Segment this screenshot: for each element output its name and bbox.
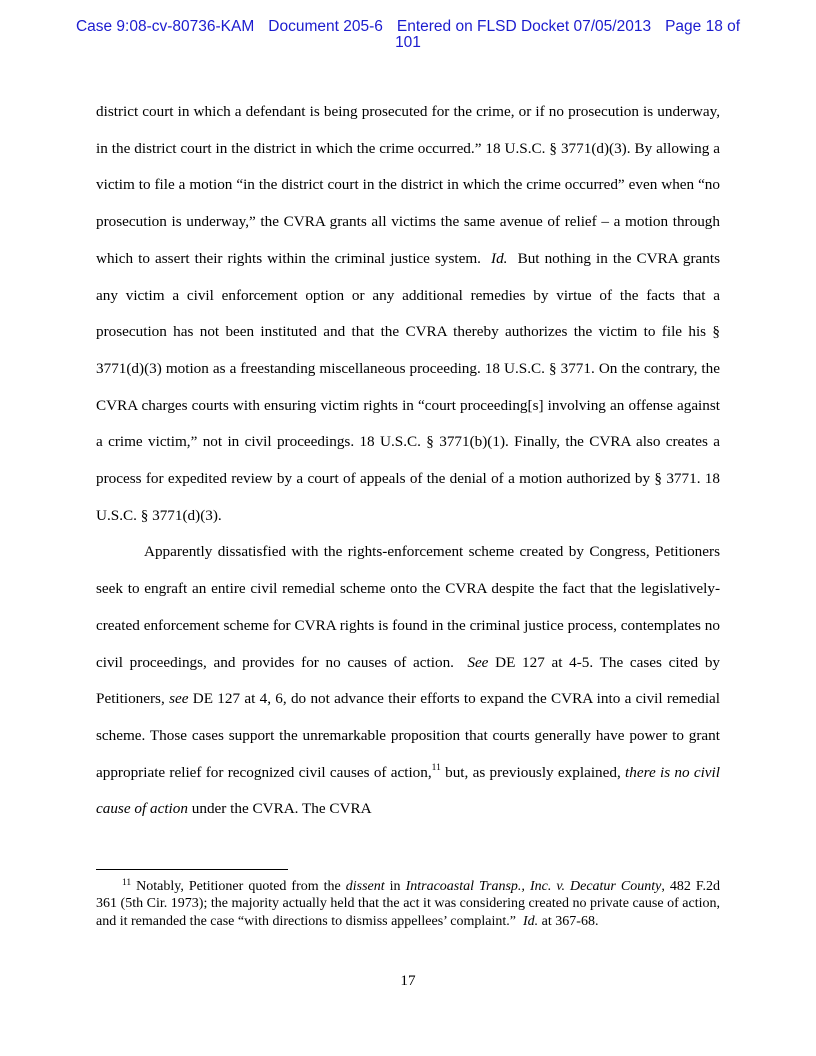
body-text [96,94,720,828]
p2-text-b: DE 127 at 4-5. The cases cited by Petitioners, [96,653,721,708]
header-line-2: 101 [395,34,421,51]
fn-dissent: dissent [345,879,385,894]
docket-header [0,19,816,51]
p1-text-b: But nothing in the CVRA grants any victim a civil enforcement option or any additional remedies by virtue of the facts that a prosecution has not been instituted and that the CVRA thereby authorizes the victim to file his § 3771(d)(3) motion as a freestanding miscellaneous proceeding. 18 U.S.C. § 3771. On the contrary, the CVRA charges courts with ensuring victim rights in “court proceeding[s] involving an offense against a crime victim,” not in civil proceedings. 18 U.S.C. § 3771(b)(1). Finally, the CVRA also creates a process for expedited review by a court of appeals of the denial of a motion authorized by § 3771. 18 U.S.C. § 3771(d)(3). [96,249,720,524]
case-number: Case 9:08-cv-80736-KAM [75,18,255,35]
paragraph-2 [96,534,720,828]
footnote-reference: 11 [431,762,441,773]
fn-citation-id: Id. [523,913,539,929]
p1-citation-id: Id. [491,249,508,267]
p2-text-a: Apparently dissatisfied with the rights-enforcement scheme created by Congress, Petitioners seek to engraft an entire civil remedial scheme onto the CVRA despite the fact that the legislatively-created enforcement scheme for CVRA rights is found in the criminal justice process, contemplates no civil proceedings, and provides for no causes of action. [96,543,720,671]
p2-text-d: but, as previously explained, [445,763,621,781]
fn-case-name: Intracoastal Transp., Inc. v. Decatur County [405,879,662,894]
footnote-11 [96,878,720,930]
p2-see-signal: See [467,653,489,671]
p1-text-a: district court in which a defendant is being prosecuted for the crime, or if no prosecution is underway, in the district court in the district in which the crime occurred.” 18 U.S.C. § 3771(d)(3). By allowing a victim to file a motion “in the district court in the district in which the crime occurred” even when “no prosecution is underway,” the CVRA grants all victims the same avenue of relief – a motion through which to assert their rights within the criminal justice system. [96,103,720,267]
page-number: 17 [400,972,416,989]
fn-text-b: in [389,879,401,894]
paragraph-1 [96,94,720,534]
fn-text-d: at 367-68. [541,913,599,929]
page-of: Page 18 of [665,18,741,35]
fn-text-c: , 482 F.2d 361 (5th Cir. 1973); the majority actually held that the act it was considering created no private cause of action, and it remanded the case “with directions to dismiss appellees’ complaint.” [96,879,721,929]
p2-emphasis: there is no civil cause of action [96,763,720,818]
p2-text-e: under the CVRA. The CVRA [191,800,372,818]
fn-text-a: Notably, Petitioner quoted from the [136,879,341,894]
footnote-separator [96,869,288,870]
document-number: Document 205-6 [268,18,383,35]
docket-entry: Entered on FLSD Docket 07/05/2013 [396,18,652,35]
header-line-1 [0,19,816,35]
p2-text-c: DE 127 at 4, 6, do not advance their efforts to expand the CVRA into a civil remedial scheme. Those cases support the unremarkable proposition that courts generally have power to grant appropriate relief for recognized civil causes of action, [96,690,721,781]
p2-see-signal-2: see [169,690,189,708]
footnote-number: 11 [122,878,132,888]
